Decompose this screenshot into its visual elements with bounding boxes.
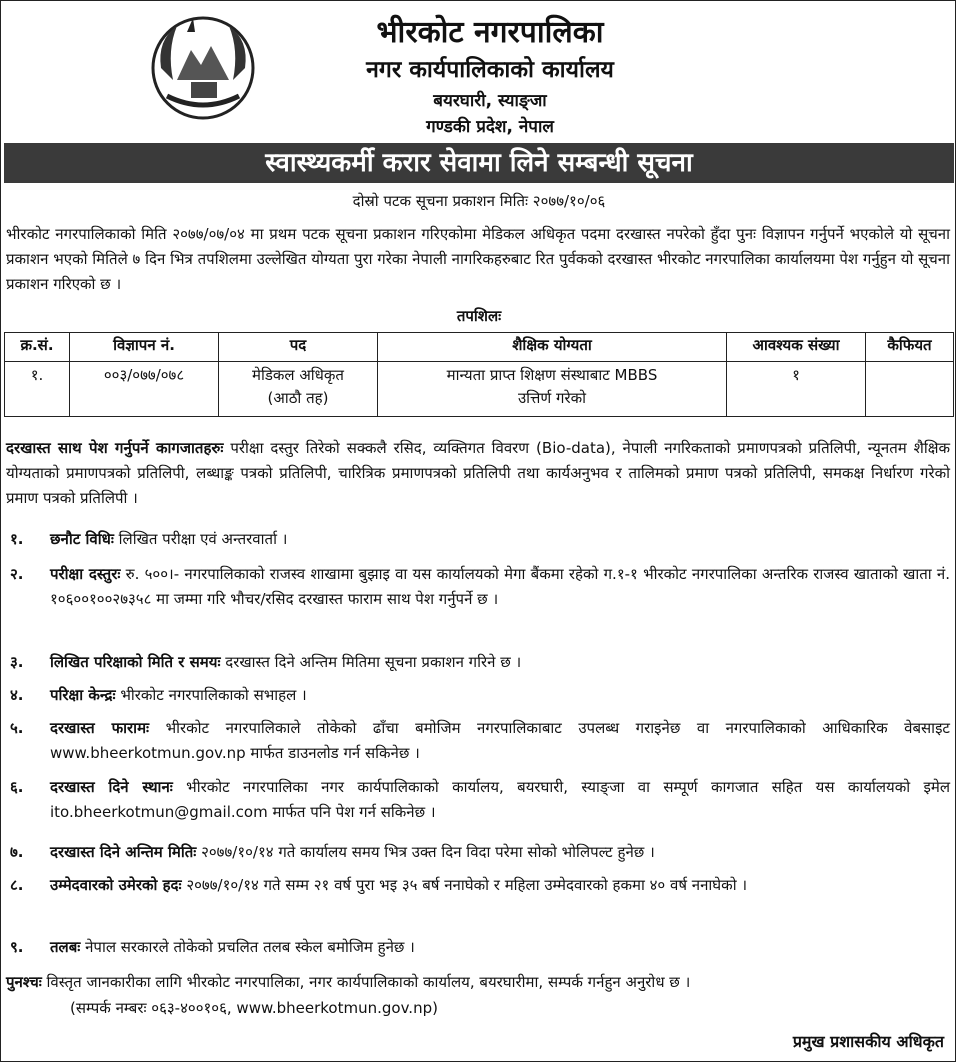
qualification-line2: उत्तिर्ण गरेको bbox=[517, 389, 587, 407]
docs-label: दरखास्त साथ पेश गर्नुपर्ने कागजातहरुः bbox=[6, 439, 224, 457]
item-label: दरखास्त दिने स्थानः bbox=[50, 778, 173, 796]
item-label: दरखास्त फारामः bbox=[50, 719, 150, 737]
office-name: नगर कार्यपालिकाको कार्यालय bbox=[366, 57, 614, 83]
item-text: भीरकोट नगरपालिका नगर कार्यपालिकाको कार्यालय, बयरघारी, स्याङ्जा वा सम्पूर्ण कागजात सहित यस कार्यालयको इमेल ito.bheerkotmun@gmail.com मार्फत पनि पेश गर्न सकिनेछ । bbox=[50, 778, 950, 821]
item-label: दरखास्त दिने अन्तिम मितिः bbox=[50, 843, 197, 861]
item-number: ६. bbox=[10, 778, 24, 796]
qualification-line1: मान्यता प्राप्त शिक्षण संस्थाबाट MBBS bbox=[446, 366, 658, 384]
item-number: ४. bbox=[10, 686, 24, 704]
col-remarks: कैफियत bbox=[866, 333, 954, 362]
table-row bbox=[5, 362, 954, 417]
list-item bbox=[6, 562, 950, 612]
item-label: लिखित परिक्षाको मिति र समयः bbox=[50, 653, 221, 671]
list-item bbox=[6, 840, 950, 865]
vacancy-table bbox=[4, 332, 954, 417]
post-name: मेडिकल अधिकृत bbox=[252, 366, 344, 384]
item-label: परिक्षा केन्द्रः bbox=[50, 686, 116, 704]
list-item bbox=[6, 650, 950, 675]
list-item bbox=[6, 873, 950, 898]
cell-sn: १. bbox=[5, 362, 70, 417]
item-text: नेपाल सरकारले तोकेको प्रचलित तलब स्केल बमोजिम हुनेछ । bbox=[80, 938, 415, 956]
cell-count: १ bbox=[727, 362, 866, 417]
item-text: रु. ५००।- नगरपालिकाको राजस्व शाखामा बुझाइ वा यस कार्यालयको मेगा बैंकमा रहेको ग.१-१ भीरकोट नगरपालिका अन्तरिक राजस्व खाताको खाता नं. १०६००१००२७३५८ मा जम्मा गरि भौचर/रसिद दरखास्त फाराम साथ पेश गर्नुपर्ने छ । bbox=[50, 565, 950, 608]
list-item bbox=[6, 935, 950, 960]
item-number: २. bbox=[10, 565, 24, 583]
letterhead bbox=[0, 0, 958, 145]
nepal-emblem-icon bbox=[147, 10, 259, 122]
note-text: विस्तृत जानकारीका लागि भीरकोट नगरपालिका, नगर कार्यपालिकाको कार्यालय, बयरघारीमा, सम्पर्क गर्नहुन अनुरोध छ । bbox=[41, 973, 691, 991]
postscript-note bbox=[6, 970, 950, 995]
list-item bbox=[6, 775, 950, 825]
item-number: ७. bbox=[10, 843, 24, 861]
list-item bbox=[6, 683, 950, 708]
col-sn: क्र.सं. bbox=[5, 333, 70, 362]
item-number: ५. bbox=[10, 719, 24, 737]
item-number: ८. bbox=[10, 876, 24, 894]
item-text: २०७७/१०/१४ गते सम्म २१ वर्ष पुरा भइ ३५ बर्ष ननाघेको र महिला उम्मेदवारको हकमा ४० वर्ष ननाघेको । bbox=[181, 876, 748, 894]
details-heading: तपशिलः bbox=[456, 307, 502, 325]
contact-info: (सम्पर्क नम्बरः ०६३-४००१०६, www.bheerkotmun.gov.np) bbox=[70, 999, 438, 1017]
cell-post bbox=[219, 362, 378, 417]
item-number: १. bbox=[10, 530, 24, 548]
item-text: २०७७/१०/१४ गते कार्यालय समय भित्र उक्त दिन विदा परेमा सोको भोलिपल्ट हुनेछ । bbox=[196, 843, 655, 861]
municipality-name: भीरकोट नगरपालिका bbox=[376, 15, 604, 50]
item-number: ३. bbox=[10, 653, 24, 671]
item-text: लिखित परीक्षा एवं अन्तरवार्ता । bbox=[113, 530, 288, 548]
post-level: (आठौ तह) bbox=[267, 389, 329, 407]
col-qualification: शैक्षिक योग्यता bbox=[378, 333, 727, 362]
table-header-row bbox=[5, 333, 954, 362]
cell-adv-no: ००३/०७७/०७८ bbox=[70, 362, 219, 417]
docs-text: परीक्षा दस्तुर तिरेको सक्कलै रसिद, व्यक्तिगत विवरण (Bio-data), नेपाली नगरिकताको प्रमाणपत्रको प्रतिलिपी, न्यूनतम शैक्षिक योग्यताको प्रमाणपत्रको प्रतिलिपी, लब्धाङ्क पत्रको प्रतिलिपी, चारित्रिक प्रमाणपत्रको प्रतिलिपी तथा कार्यअनुभव र तालिमको प्रमाण पत्रको प्रतिलिपी, समकक्ष निर्धारण गरेको प्रमाण पत्रको प्रतिलिपी । bbox=[6, 439, 950, 507]
col-adv-no: विज्ञापन नं. bbox=[70, 333, 219, 362]
list-item bbox=[6, 716, 950, 766]
office-location: बयरघारी, स्याङ्जा bbox=[433, 91, 547, 111]
signatory-title: प्रमुख प्रशासकीय अधिकृत bbox=[792, 1032, 944, 1051]
col-count: आवश्यक संख्या bbox=[727, 333, 866, 362]
province-name: गण्डकी प्रदेश, नेपाल bbox=[426, 117, 554, 137]
note-label: पुनश्चः bbox=[6, 973, 42, 991]
item-text: भीरकोट नगरपालिकाले तोकेको ढाँचा बमोजिम नगरपालिकाबाट उपलब्ध गराइनेछ वा नगरपालिकाको आधिकारिक वेबसाइट www.bheerkotmun.gov.np मार्फत डाउनलोड गर्न सकिनेछ । bbox=[50, 719, 950, 762]
item-label: उम्मेदवारको उमेरको हदः bbox=[50, 876, 182, 894]
list-item bbox=[6, 527, 950, 552]
item-text: दरखास्त दिने अन्तिम मितिमा सूचना प्रकाशन गरिने छ । bbox=[220, 653, 522, 671]
item-label: छनौट विधिः bbox=[50, 530, 114, 548]
item-number: ९. bbox=[10, 938, 24, 956]
item-label: परीक्षा दस्तुरः bbox=[50, 565, 121, 583]
item-text: भीरकोट नगरपालिकाको सभाहल । bbox=[115, 686, 307, 704]
intro-paragraph: भीरकोट नगरपालिकाको मिति २०७७/०७/०४ मा प्रथम पटक सूचना प्रकाशन गरिएकोमा मेडिकल अधिकृत पदमा दरखास्त नपरेको हुँदा पुनः विज्ञापन गर्नुपर्ने भएकोले यो सूचना प्रकाशन भएको मितिले ७ दिन भित्र तपशिलमा उल्लेखित योग्यता पुरा गरेका नेपाली नागरिकहरुबाट रित पुर्वकको दरखास्त भीरकोट नगरपालिका कार्यालयमा पेश गर्नुहुन यो सूचना प्रकाशन गरिएको छ । bbox=[6, 225, 950, 293]
publication-date: दोस्रो पटक सूचना प्रकाशन मितिः २०७७/१०/०६ bbox=[352, 192, 606, 210]
notice-title: स्वास्थ्यकर्मी करार सेवामा लिने सम्बन्धी सूचना bbox=[4, 143, 954, 183]
cell-qualification bbox=[378, 362, 727, 417]
required-documents bbox=[6, 436, 950, 511]
item-label: तलबः bbox=[50, 938, 81, 956]
cell-remarks bbox=[866, 362, 954, 417]
col-post: पद bbox=[219, 333, 378, 362]
